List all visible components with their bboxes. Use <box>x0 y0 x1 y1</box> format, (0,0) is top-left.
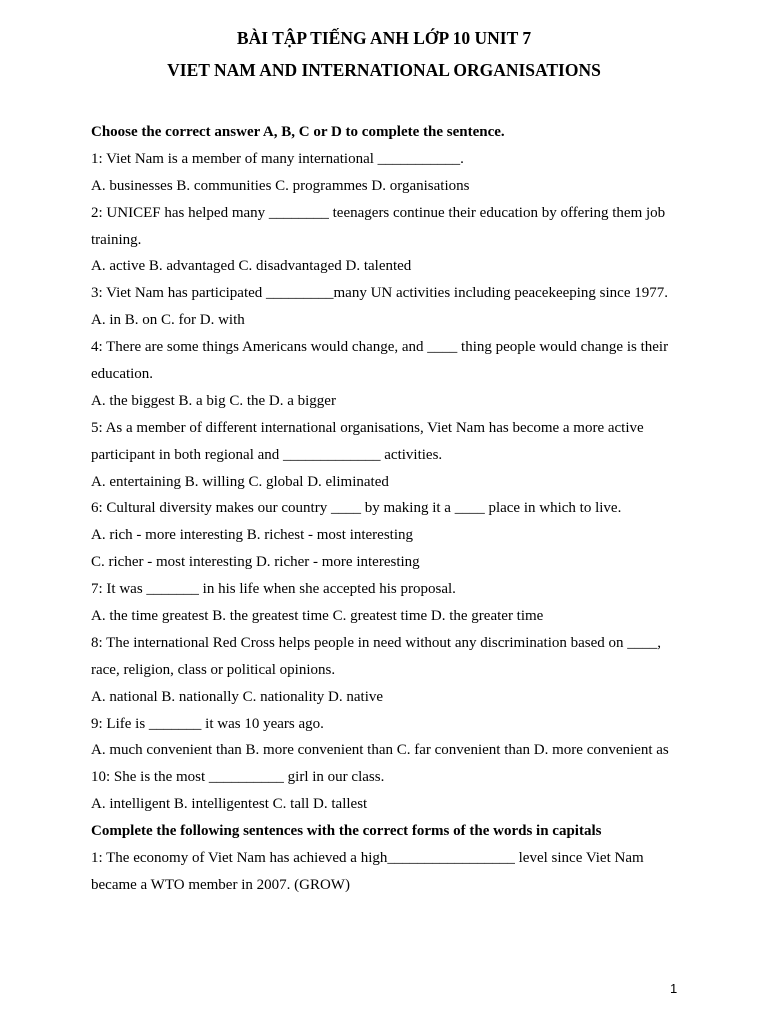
text-line: 9: Life is _______ it was 10 years ago. <box>91 715 324 732</box>
title-line-1: BÀI TẬP TIẾNG ANH LỚP 10 UNIT 7 <box>236 28 532 48</box>
text-line: 4: There are some things Americans would change, and ____ thing people would change is their <box>91 339 669 356</box>
text-line: A. active B. advantaged C. disadvantaged D. talented <box>91 258 412 275</box>
section2-instruction: Complete the following sentences with the correct forms of the words in capitals <box>91 823 602 840</box>
text-line: A. rich - more interesting B. richest - most interesting <box>91 527 414 544</box>
text-line: 1: Viet Nam is a member of many international ___________. <box>91 150 464 167</box>
text-line: 10: She is the most __________ girl in our class. <box>91 769 385 786</box>
text-line: training. <box>91 231 142 248</box>
text-line: A. in B. on C. for D. with <box>91 312 245 329</box>
page-number: 1 <box>670 981 678 996</box>
document-body <box>91 119 691 899</box>
text-line: 6: Cultural diversity makes our country ____ by making it a ____ place in which to live. <box>91 500 622 517</box>
text-line: A. much convenient than B. more convenient than C. far convenient than D. more convenient as <box>91 742 669 759</box>
text-line: became a WTO member in 2007. (GROW) <box>91 876 350 893</box>
text-line: participant in both regional and _____________ activities. <box>91 446 443 463</box>
title-line-2: VIET NAM AND INTERNATIONAL ORGANISATIONS <box>167 60 601 80</box>
text-line: 3: Viet Nam has participated _________many UN activities including peacekeeping since 1977. <box>91 285 669 302</box>
text-line: A. intelligent B. intelligentest C. tall D. tallest <box>91 796 368 813</box>
text-line: A. entertaining B. willing C. global D. eliminated <box>91 473 389 490</box>
text-line: 2: UNICEF has helped many ________ teenagers continue their education by offering them job <box>91 204 666 221</box>
text-line: education. <box>91 366 154 383</box>
text-line: A. the biggest B. a big C. the D. a bigger <box>91 392 336 409</box>
text-line: A. the time greatest B. the greatest time C. greatest time D. the greater time <box>91 608 544 625</box>
text-line: 7: It was _______ in his life when she accepted his proposal. <box>91 581 456 598</box>
text-line: A. national B. nationally C. nationality D. native <box>91 688 384 705</box>
text-line: C. richer - most interesting D. richer - more interesting <box>91 554 420 571</box>
text-line: race, religion, class or political opinions. <box>91 661 336 678</box>
text-line: 1: The economy of Viet Nam has achieved a high_________________ level since Viet Nam <box>91 850 644 867</box>
text-line: 5: As a member of different international organisations, Viet Nam has become a more active <box>91 419 644 436</box>
text-line: A. businesses B. communities C. programmes D. organisations <box>91 177 470 194</box>
text-line: 8: The international Red Cross helps people in need without any discrimination based on ____, <box>91 634 662 651</box>
section1-instruction: Choose the correct answer A, B, C or D to complete the sentence. <box>91 124 505 140</box>
